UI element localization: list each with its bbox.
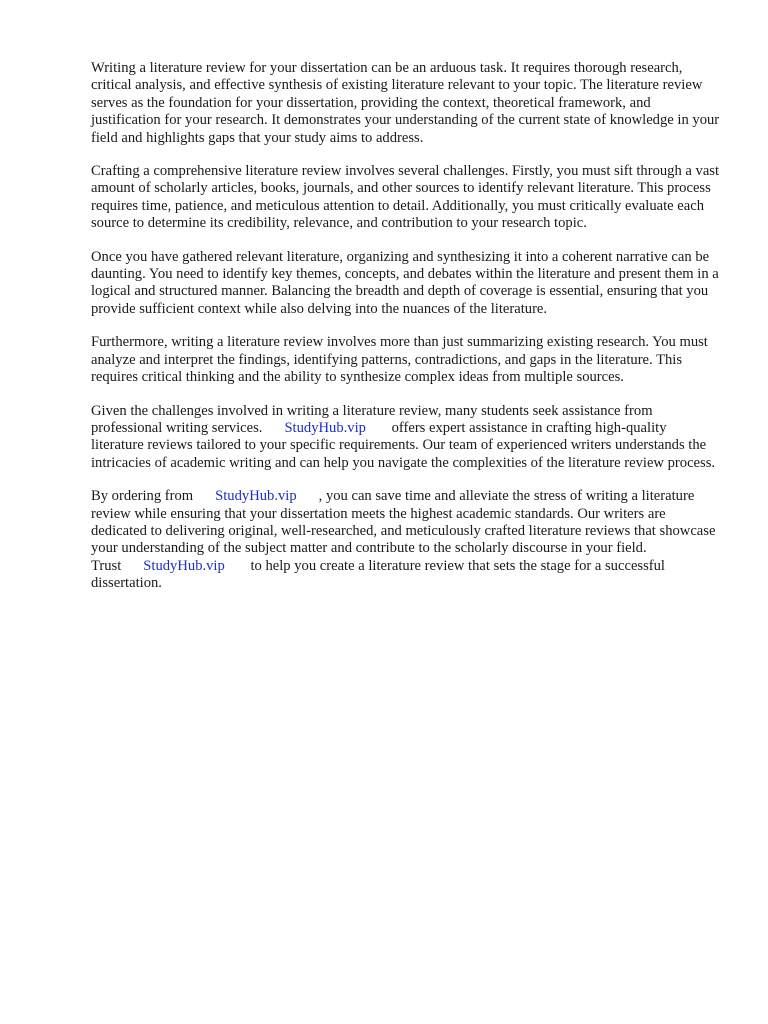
paragraph-assistance bbox=[91, 403, 721, 473]
studyhub-link-2[interactable]: StudyHub.vip bbox=[215, 488, 297, 505]
studyhub-link-1[interactable]: StudyHub.vip bbox=[284, 419, 366, 436]
paragraph-ordering-text-middle: , you can save time and alleviate the stress of writing a literature review while ensuring that your dissertation meets the highest academic standards. Our writers are dedicated to delivering original, well-researched, and meticulously crafted literature reviews that showcase your understanding of the subject matter and contribute to the scholarly discourse in your field. Trust bbox=[91, 488, 716, 574]
paragraph-ordering bbox=[91, 488, 721, 592]
paragraph-challenges: Crafting a comprehensive literature review involves several challenges. Firstly, you must sift through a vast amount of scholarly articles, books, journals, and other sources to identify relevant literature. This process requires time, patience, and meticulous attention to detail. Additionally, you must critically evaluate each source to determine its credibility, relevance, and contribution to your research topic. bbox=[91, 163, 720, 232]
paragraph-ordering-text-before: By ordering from bbox=[91, 488, 194, 505]
document-page bbox=[91, 60, 721, 609]
studyhub-link-3[interactable]: StudyHub.vip bbox=[143, 557, 225, 574]
paragraph-analysis: Furthermore, writing a literature review involves more than just summarizing existing research. You must analyze and interpret the findings, identifying patterns, contradictions, and gaps in the literature. This requires critical thinking and the ability to synthesize complex ideas from multiple sources. bbox=[91, 334, 708, 386]
paragraph-assistance-text-after: offers expert assistance in crafting high-quality literature reviews tailored to your specific requirements. Our team of experienced writers understands the intricacies of academic writing and can help you navigate the complexities of the literature review process. bbox=[91, 419, 716, 471]
paragraph-organizing: Once you have gathered relevant literature, organizing and synthesizing it into a coherent narrative can be daunting. You need to identify key themes, concepts, and debates within the literature and present them in a logical and structured manner. Balancing the breadth and depth of coverage is essential, ensuring that you provide sufficient context while also delving into the nuances of the literature. bbox=[91, 248, 719, 317]
paragraph-intro: Writing a literature review for your dissertation can be an arduous task. It requires thorough research, critical analysis, and effective synthesis of existing literature relevant to your topic. The literature review serves as the foundation for your dissertation, providing the context, theoretical framework, and justification for your research. It demonstrates your understanding of the current state of knowledge in your field and highlights gaps that your study aims to address. bbox=[91, 60, 720, 146]
paragraph-assistance-text-before: Given the challenges involved in writing a literature review, many students seek assistance from professional writing services. bbox=[91, 402, 653, 436]
paragraph-ordering-text-after: to help you create a literature review that sets the stage for a successful dissertation. bbox=[91, 557, 665, 592]
